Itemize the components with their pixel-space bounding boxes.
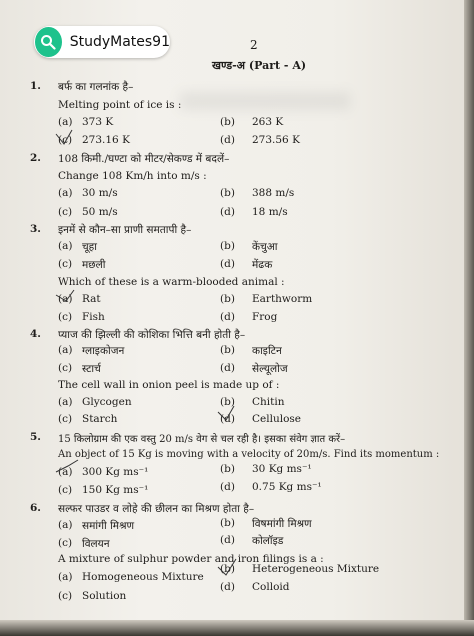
q6-option-a-key: (a) [58, 571, 73, 583]
q5-option-c: 150 Kg ms⁻¹ [82, 484, 149, 496]
q3-option-a-key: (a) [58, 293, 73, 305]
q5-option-b: 30 Kg ms⁻¹ [252, 463, 312, 475]
q5-option-a-key: (a) [58, 466, 73, 478]
q4-option-a: Glycogen [82, 396, 132, 408]
q3-hindi-option-a-key: (a) [58, 240, 73, 252]
q2-option-c: 50 m/s [82, 206, 118, 218]
q1-option-a-key: (a) [58, 116, 73, 128]
question-2-number: 2. [30, 152, 41, 164]
q4-hindi-option-c-key: (c) [58, 362, 73, 374]
q4-hindi-option-a-key: (a) [58, 344, 73, 356]
q1-option-d: 273.56 K [252, 134, 300, 146]
q3-hindi-option-b-key: (b) [220, 240, 235, 252]
q6-hindi-option-b-key: (b) [220, 517, 235, 529]
pen-tick-q1 [56, 130, 72, 144]
question-3-english: Which of these is a warm-blooded animal : [58, 276, 285, 288]
q6-hindi-option-b: विषमांगी मिश्रण [252, 518, 312, 530]
q1-option-b: 263 K [252, 116, 284, 128]
q1-option-b-key: (b) [220, 116, 235, 128]
q2-option-a: 30 m/s [82, 187, 118, 199]
q3-hindi-option-c: मछली [82, 259, 106, 271]
q6-option-d-key: (d) [220, 581, 235, 593]
page-number: 2 [250, 38, 258, 52]
q4-option-b: Chitin [252, 396, 285, 408]
pen-tick-q5 [56, 460, 78, 472]
q6-hindi-option-a: समांगी मिश्रण [82, 520, 135, 532]
q6-option-c-key: (c) [58, 590, 73, 602]
q6-hindi-option-d-key: (d) [220, 534, 235, 546]
q1-option-c-key: (c) [58, 134, 73, 146]
q6-hindi-option-c: विलयन [82, 538, 110, 550]
question-6-hindi: सल्फर पाउडर व लोहे की छीलन का मिश्रण होता है– [58, 503, 255, 515]
question-3-hindi: इनमें से कौन–सा प्राणी समतापी है– [58, 224, 192, 236]
q5-option-a: 300 Kg ms⁻¹ [82, 466, 149, 478]
question-4-number: 4. [30, 328, 41, 340]
q3-option-c-key: (c) [58, 311, 73, 323]
question-6-number: 6. [30, 502, 41, 514]
q3-option-d: Frog [252, 311, 278, 323]
q2-option-d: 18 m/s [252, 206, 288, 218]
q4-hindi-option-d-key: (d) [220, 362, 235, 374]
q2-option-b-key: (b) [220, 187, 235, 199]
section-title: खण्ड-अ (Part - A) [212, 59, 307, 72]
q4-option-c-key: (c) [58, 413, 73, 425]
q3-option-b-key: (b) [220, 293, 235, 305]
question-3-number: 3. [30, 223, 41, 235]
q4-hindi-option-c: स्टार्च [82, 363, 101, 375]
page-bottom-shadow [0, 620, 474, 636]
q4-option-d: Cellulose [252, 413, 302, 425]
question-6-english: A mixture of sulphur powder and iron filings is a : [58, 553, 324, 565]
question-2-hindi: 108 किमी./घण्टा को मीटर/सेकण्ड में बदलें– [58, 153, 230, 165]
question-5-english: An object of 15 Kg is moving with a velocity of 20m/s. Find its momentum : [58, 449, 440, 460]
question-2-english: Change 108 Km/h into m/s : [58, 170, 207, 182]
q4-option-c: Starch [82, 413, 118, 425]
q6-option-d: Colloid [252, 581, 290, 593]
pen-tick-q6 [218, 559, 236, 575]
q6-option-c: Solution [82, 590, 127, 602]
q3-hindi-option-d: मेंढक [252, 259, 273, 271]
pen-tick-q3 [56, 290, 74, 301]
q6-option-b: Heterogeneous Mixture [252, 563, 380, 575]
q4-hindi-option-b-key: (b) [220, 344, 235, 356]
q4-hindi-option-b: काइटिन [252, 345, 282, 357]
q3-hindi-option-b: केंचुआ [252, 241, 278, 253]
q1-option-c: 273.16 K [82, 134, 130, 146]
q5-option-d: 0.75 Kg ms⁻¹ [252, 481, 322, 493]
q3-hindi-option-a: चूहा [82, 241, 97, 253]
q5-option-b-key: (b) [220, 463, 235, 475]
q4-option-a-key: (a) [58, 396, 73, 408]
q6-hindi-option-d: कोलॉइड [252, 535, 284, 547]
watermark-text: StudyMates91 [69, 34, 170, 50]
q1-option-d-key: (d) [220, 134, 235, 146]
page-edge-shadow [464, 0, 474, 636]
q5-option-d-key: (d) [220, 481, 235, 493]
q3-option-d-key: (d) [220, 311, 235, 323]
q3-option-b: Earthworm [252, 293, 313, 305]
q4-option-d-key: (d) [220, 413, 235, 425]
pen-tick-q4 [218, 406, 234, 420]
q3-option-a: Rat [82, 293, 101, 305]
q2-option-d-key: (d) [220, 206, 235, 218]
question-4-english: The cell wall in onion peel is made up of : [58, 379, 280, 391]
q6-hindi-option-c-key: (c) [58, 537, 73, 549]
q2-option-b: 388 m/s [252, 187, 295, 199]
q5-option-c-key: (c) [58, 484, 73, 496]
question-1-hindi: बर्फ का गलनांक है– [58, 81, 134, 93]
q3-hindi-option-c-key: (c) [58, 258, 73, 270]
q4-hindi-option-d: सेल्यूलोज [252, 363, 288, 375]
question-1-english: Melting point of ice is : [58, 99, 182, 111]
q2-option-a-key: (a) [58, 187, 73, 199]
q6-option-a: Homogeneous Mixture [82, 571, 204, 583]
q4-option-b-key: (b) [220, 396, 235, 408]
q6-hindi-option-a-key: (a) [58, 519, 73, 531]
q2-option-c-key: (c) [58, 206, 73, 218]
q3-option-c: Fish [82, 311, 105, 323]
question-5-hindi: 15 किलोग्राम की एक वस्तु 20 m/s वेग से चल रही है। इसका संवेग ज्ञात करें– [58, 434, 346, 445]
q1-option-a: 373 K [82, 116, 114, 128]
q4-hindi-option-a: ग्लाइकोजन [82, 345, 125, 357]
q6-option-b-key: (b) [220, 563, 235, 575]
question-1-number: 1. [30, 80, 41, 92]
question-4-hindi: प्याज की झिल्ली की कोशिका भित्ति बनी होती है– [58, 329, 246, 341]
question-5-number: 5. [30, 431, 41, 443]
q3-hindi-option-d-key: (d) [220, 258, 235, 270]
